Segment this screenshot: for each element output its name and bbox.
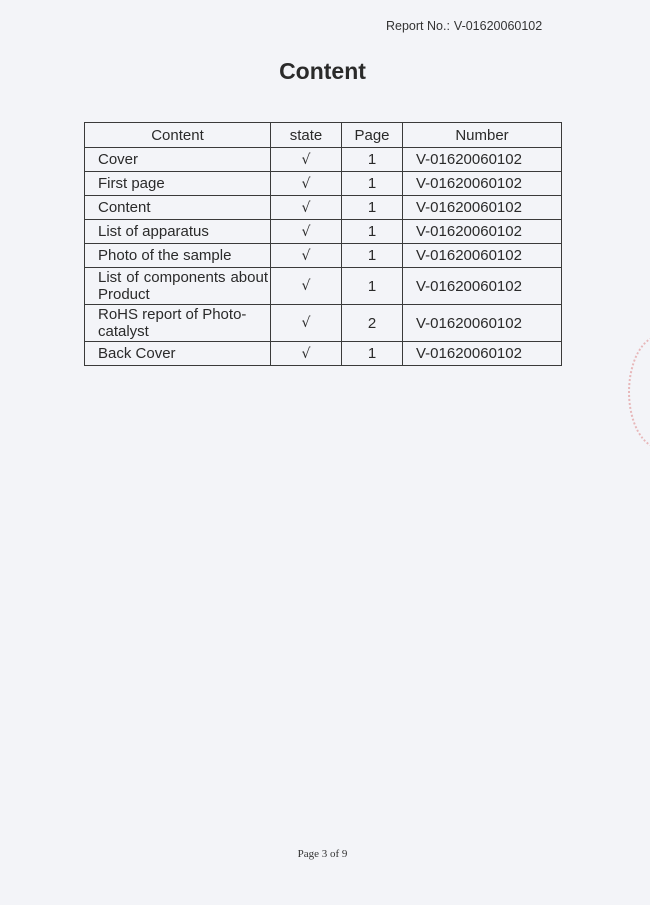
row-state-check: √ (271, 148, 342, 172)
row-state-check: √ (271, 220, 342, 244)
row-state-check: √ (271, 305, 342, 342)
table-row (85, 148, 562, 172)
row-page: 1 (342, 172, 403, 196)
row-state-check: √ (271, 196, 342, 220)
row-content: List of apparatus (85, 220, 271, 244)
table-header-row (85, 123, 562, 148)
table-row (85, 244, 562, 268)
table-row (85, 305, 562, 342)
table-row (85, 220, 562, 244)
report-number-value: V-01620060102 (453, 19, 543, 33)
table-row (85, 268, 562, 305)
table-row (85, 172, 562, 196)
row-state-check: √ (271, 342, 342, 366)
row-number: V-01620060102 (403, 268, 562, 305)
row-page: 2 (342, 305, 403, 342)
row-number: V-01620060102 (403, 220, 562, 244)
red-seal-stamp (628, 335, 650, 449)
row-number: V-01620060102 (403, 305, 562, 342)
table-row (85, 196, 562, 220)
row-number: V-01620060102 (403, 148, 562, 172)
row-page: 1 (342, 220, 403, 244)
row-content: RoHS report of Photo-catalyst (85, 305, 271, 342)
row-content: Cover (85, 148, 271, 172)
row-state-check: √ (271, 172, 342, 196)
row-page: 1 (342, 268, 403, 305)
column-header-content: Content (85, 123, 271, 148)
row-content: Photo of the sample (85, 244, 271, 268)
report-number (386, 19, 542, 33)
row-content: First page (85, 172, 271, 196)
report-number-label: Report No.: (386, 19, 450, 33)
row-page: 1 (342, 244, 403, 268)
row-content: List of components about Product (85, 268, 271, 305)
row-number: V-01620060102 (403, 172, 562, 196)
column-header-number: Number (403, 123, 562, 148)
column-header-page: Page (342, 123, 403, 148)
table-row (85, 342, 562, 366)
contents-table (84, 122, 562, 366)
row-number: V-01620060102 (403, 196, 562, 220)
row-number: V-01620060102 (403, 244, 562, 268)
row-page: 1 (342, 148, 403, 172)
row-state-check: √ (271, 244, 342, 268)
page-title: Content (279, 58, 366, 84)
column-header-state: state (271, 123, 342, 148)
row-state-check: √ (271, 268, 342, 305)
row-number: V-01620060102 (403, 342, 562, 366)
row-page: 1 (342, 196, 403, 220)
page-number-footer: Page 3 of 9 (297, 848, 348, 860)
row-page: 1 (342, 342, 403, 366)
row-content: Back Cover (85, 342, 271, 366)
row-content: Content (85, 196, 271, 220)
